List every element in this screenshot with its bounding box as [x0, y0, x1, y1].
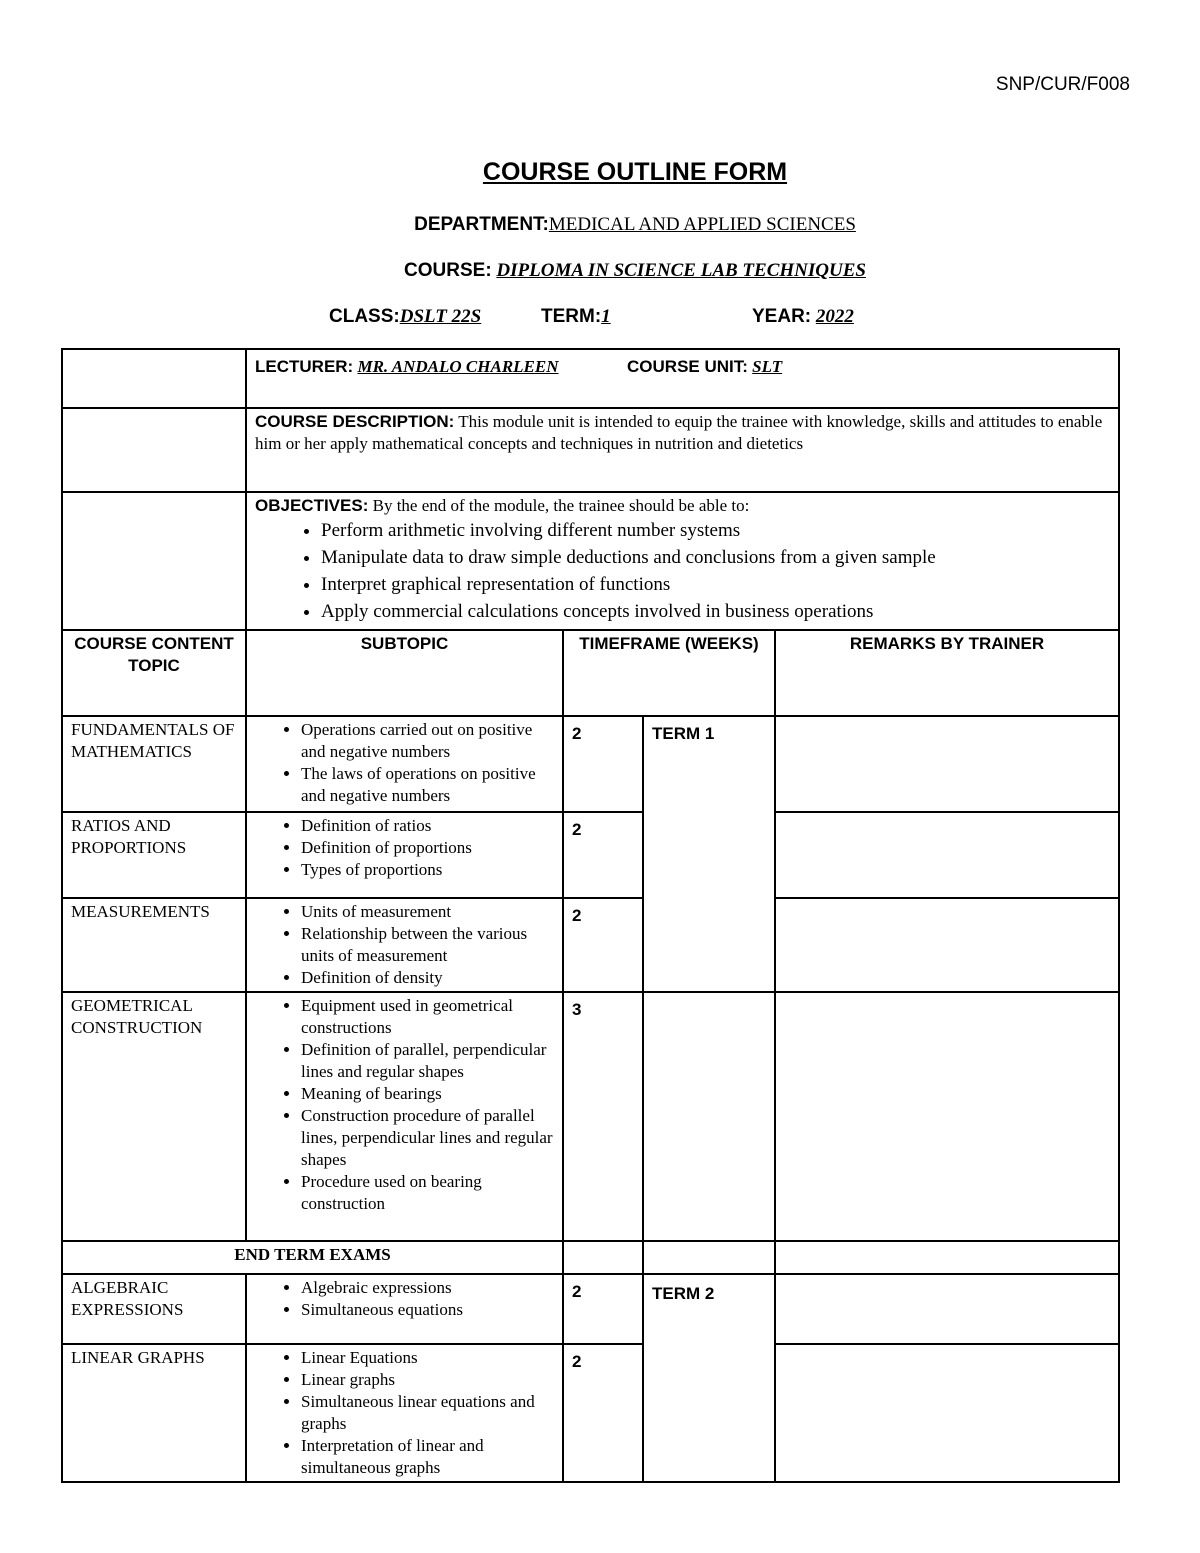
year-label: YEAR: — [752, 306, 812, 327]
subtopic-item: • The laws of operations on positive and negative numbers — [301, 763, 554, 807]
term-value: 1 — [601, 306, 611, 327]
subtopic-cell — [246, 1274, 563, 1344]
subtopic-item: • Simultaneous linear equations and graphs — [301, 1391, 554, 1435]
weeks-cell: 2 — [563, 812, 643, 898]
lecturer-value: MR. ANDALO CHARLEEN — [357, 357, 559, 376]
subtopic-item: • Operations carried out on positive and negative numbers — [301, 719, 554, 763]
lecturer-cell — [246, 349, 1119, 408]
subtopic-item: • Definition of proportions — [301, 837, 554, 859]
class-field — [329, 306, 481, 328]
objective-item: • Interpret graphical representation of functions — [321, 571, 1110, 598]
header-subtopic: SUBTOPIC — [246, 630, 563, 716]
description-text: This module unit is intended to equip the trainee with knowledge, skills and attitudes to enable him or her apply mathematical concepts and techniques in nutrition and dietetics — [255, 412, 1103, 453]
end-term-row — [62, 1241, 1119, 1274]
subtopic-cell — [246, 716, 563, 812]
remarks-cell — [775, 1241, 1119, 1274]
table-row — [62, 898, 1119, 992]
remarks-cell — [775, 812, 1119, 898]
subtopic-list — [255, 719, 554, 807]
description-row — [62, 408, 1119, 492]
subtopic-item: • Procedure used on bearing construction — [301, 1171, 554, 1215]
header-timeframe: TIMEFRAME (WEEKS) — [563, 630, 775, 716]
class-value: DSLT 22S — [399, 306, 482, 327]
topic-cell: LINEAR GRAPHS — [62, 1344, 246, 1482]
subtopic-list — [255, 815, 554, 881]
topic-cell: ALGEBRAIC EXPRESSIONS — [62, 1274, 246, 1344]
topic-cell: FUNDAMENTALS OF MATHEMATICS — [62, 716, 246, 812]
weeks-cell: 2 — [563, 898, 643, 992]
weeks-cell: 2 — [563, 1274, 643, 1344]
table-row — [62, 812, 1119, 898]
subtopic-item: • Simultaneous equations — [301, 1299, 554, 1321]
department-value: MEDICAL AND APPLIED SCIENCES — [548, 214, 856, 235]
subtopic-cell — [246, 1344, 563, 1482]
table-row — [62, 716, 1119, 812]
term-2-cell: TERM 2 — [643, 1274, 775, 1482]
subtopic-item: • Equipment used in geometrical constructions — [301, 995, 554, 1039]
objectives-intro: By the end of the module, the trainee should be able to: — [372, 496, 750, 515]
subtopic-item: • Linear graphs — [301, 1369, 554, 1391]
lecturer-row — [62, 349, 1119, 408]
subtopic-item: • Types of proportions — [301, 859, 554, 881]
subtopic-list — [255, 1347, 554, 1479]
subtopic-item: • Meaning of bearings — [301, 1083, 554, 1105]
subtopic-item: • Definition of parallel, perpendicular lines and regular shapes — [301, 1039, 554, 1083]
header-remarks: REMARKS BY TRAINER — [775, 630, 1119, 716]
weeks-cell — [563, 1241, 643, 1274]
description-cell — [246, 408, 1119, 492]
table-row — [62, 992, 1119, 1241]
blank-cell — [62, 492, 246, 630]
topic-cell: RATIOS AND PROPORTIONS — [62, 812, 246, 898]
form-title: COURSE OUTLINE FORM — [482, 158, 788, 186]
subtopic-item: • Definition of ratios — [301, 815, 554, 837]
term-cell-empty — [643, 992, 775, 1241]
form-reference-code: SNP/CUR/F008 — [995, 74, 1130, 95]
objectives-row — [62, 492, 1119, 630]
lecturer-label: LECTURER: — [255, 357, 354, 376]
year-value: 2022 — [815, 306, 854, 327]
subtopic-cell — [246, 812, 563, 898]
term-field — [541, 306, 611, 328]
term-label: TERM: — [541, 306, 602, 327]
end-term-label: END TERM EXAMS — [62, 1241, 563, 1274]
header-topic: COURSE CONTENT TOPIC — [62, 630, 246, 716]
class-label: CLASS: — [329, 306, 400, 327]
objective-item: • Perform arithmetic involving different number systems — [321, 517, 1110, 544]
subtopic-item: • Definition of density — [301, 967, 554, 989]
subtopic-item: • Relationship between the various units of measurement — [301, 923, 554, 967]
table-row — [62, 1274, 1119, 1344]
course-line — [0, 260, 1200, 282]
course-unit-label: COURSE UNIT: — [627, 357, 748, 376]
blank-cell — [62, 349, 246, 408]
remarks-cell — [775, 716, 1119, 812]
remarks-cell — [775, 1274, 1119, 1344]
course-unit-value: SLT — [752, 357, 783, 376]
course-outline-table — [61, 348, 1120, 1483]
subtopic-list — [255, 901, 554, 989]
subtopic-item: • Interpretation of linear and simultaneous graphs — [301, 1435, 554, 1479]
department-line — [0, 214, 1200, 236]
subtopic-list — [255, 995, 554, 1215]
subtopic-list — [255, 1277, 554, 1321]
remarks-cell — [775, 1344, 1119, 1482]
year-field — [752, 306, 854, 328]
topic-cell: MEASUREMENTS — [62, 898, 246, 992]
subtopic-item: • Units of measurement — [301, 901, 554, 923]
department-label: DEPARTMENT: — [414, 214, 549, 235]
objectives-list — [255, 517, 1110, 625]
course-label: COURSE: — [404, 260, 492, 281]
subtopic-item: • Linear Equations — [301, 1347, 554, 1369]
topic-cell: GEOMETRICAL CONSTRUCTION — [62, 992, 246, 1241]
header-row — [62, 630, 1119, 716]
table-row — [62, 1344, 1119, 1482]
objective-item: • Manipulate data to draw simple deductions and conclusions from a given sample — [321, 544, 1110, 571]
remarks-cell — [775, 992, 1119, 1241]
subtopic-item: • Construction procedure of parallel lines, perpendicular lines and regular shapes — [301, 1105, 554, 1171]
subtopic-cell — [246, 992, 563, 1241]
blank-cell — [62, 408, 246, 492]
objectives-cell — [246, 492, 1119, 630]
course-value: DIPLOMA IN SCIENCE LAB TECHNIQUES — [496, 260, 866, 281]
weeks-cell: 2 — [563, 1344, 643, 1482]
subtopic-item: • Algebraic expressions — [301, 1277, 554, 1299]
term-1-cell: TERM 1 — [643, 716, 775, 992]
term-cell-empty — [643, 1241, 775, 1274]
subtopic-cell — [246, 898, 563, 992]
objectives-label: OBJECTIVES: — [255, 496, 369, 515]
objective-item: • Apply commercial calculations concepts involved in business operations — [321, 598, 1110, 625]
description-label: COURSE DESCRIPTION: — [255, 412, 455, 431]
weeks-cell: 3 — [563, 992, 643, 1241]
remarks-cell — [775, 898, 1119, 992]
weeks-cell: 2 — [563, 716, 643, 812]
